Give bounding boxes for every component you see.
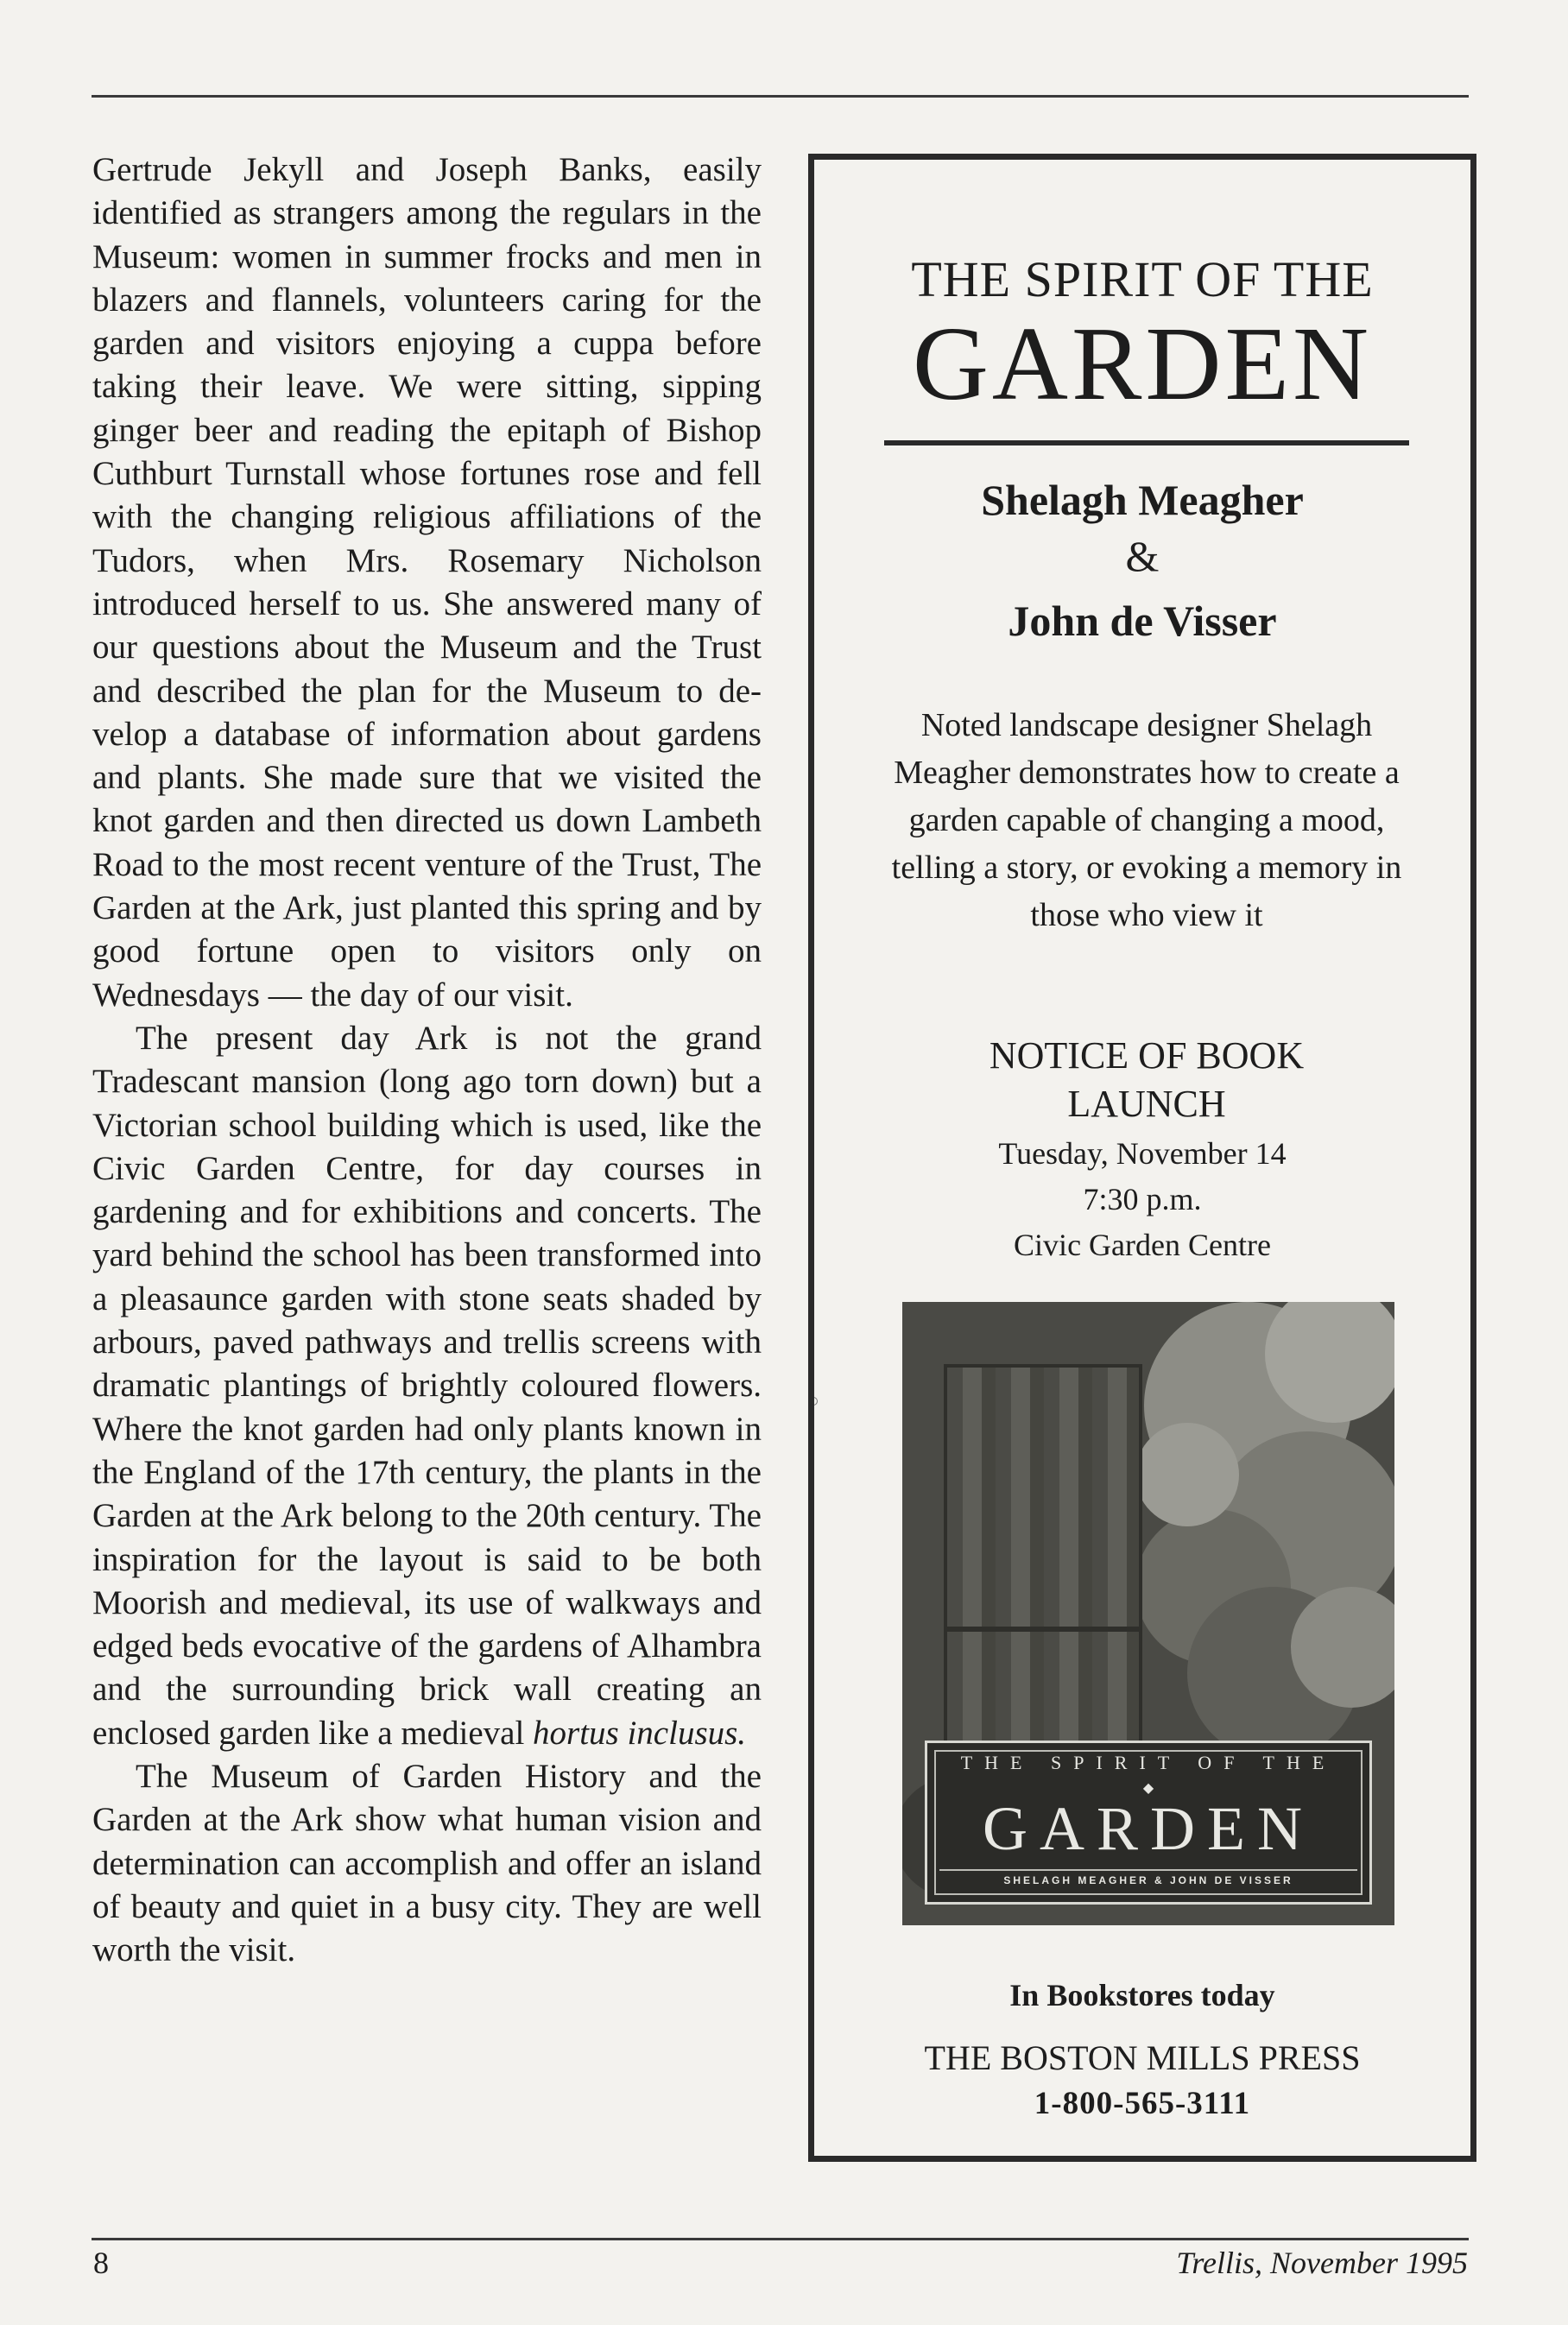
cover-title-plaque: [925, 1741, 1372, 1905]
ad-blurb: Noted landscape designer Shelagh Meagher demonstrates how to create a garden capable of changing a mood, telling a story, or evoking a memory in those who view it: [891, 707, 1402, 933]
ad-event-venue: Civic Garden Centre: [1014, 1228, 1271, 1262]
journal-footer: Trellis, November 1995: [1176, 2246, 1468, 2280]
cover-title-main: GARDEN: [983, 1794, 1314, 1863]
ad-event-date: Tuesday, November 14: [998, 1136, 1287, 1171]
ad-title-top: THE SPIRIT OF THE: [911, 251, 1374, 307]
cover-authors: SHELAGH MEAGHER & JOHN DE VISSER: [939, 1869, 1357, 1890]
ad-author-1: Shelagh Meagher: [981, 476, 1304, 524]
ad-author-2: John de Visser: [1008, 597, 1277, 645]
cover-ornament-icon: ◆: [1142, 1781, 1154, 1796]
ad-notice-heading: NOTICE OF BOOK LAUNCH: [989, 1034, 1305, 1125]
ad-availability: In Bookstores today: [1009, 1978, 1275, 2012]
top-rule: [92, 95, 1469, 98]
article-column: [92, 148, 762, 1972]
ad-ampersand: &: [1125, 532, 1160, 580]
ad-phone: 1-800-565-3111: [1034, 2086, 1251, 2121]
article-paragraph: [92, 1017, 762, 1755]
latin-phrase: hortus inclusus.: [533, 1714, 747, 1752]
book-advertisement: [808, 154, 1476, 2162]
article-paragraph: Gertrude Jekyll and Joseph Banks, easily identified as strangers among the regulars in the Museum: women in summer frocks and men in blazers and flannels, volunteers caring for the garden and visitors enjoying a cuppa before taking their leave. We were sitting, sipping ginger beer and reading the epitaph of Bishop Cuthburt Turnstall whose fortunes rose and fell with the changing religious affiliations of the Tudors, when Mrs. Rosemary Nicholson introduced herself to us. She answered many of our questions about the Museum and the Trust and described the plan for the Museum to develop a database of information about gardens and plants. She made sure that we visited the knot garden and then directed us down Lambeth Road to the most recent venture of the Trust, The Garden at the Ark, just planted this spring and by good fortune open to visitors only on Wednesdays — the day of our visit.: [92, 151, 762, 1014]
book-cover-image: [902, 1302, 1394, 1925]
bottom-rule: [92, 2238, 1469, 2240]
cover-title-top: THE SPIRIT OF THE: [960, 1752, 1337, 1773]
ad-event-time: 7:30 p.m.: [1083, 1182, 1202, 1216]
article-paragraph: The Museum of Garden History and the Garden at the Ark show what human vision and determination can accomplish and offer an island of beauty and quiet in a busy city. They are well worth the visit.: [92, 1757, 762, 1969]
ad-title-main: GARDEN: [912, 306, 1373, 422]
ad-divider: [884, 440, 1409, 445]
article-paragraph-text: The present day Ark is not the grand Tradescant mansion (long ago torn down) but a Victorian school building which is used, like the Civic Garden Centre, for day courses in gardening and for exhibitions and concerts. The yard behind the school has been transformed into a pleasaunce garden with stone seats shaded by arbours, paved pathways and trellis screens with dramatic plantings of brightly coloured flowers. Where the knot garden had only plants known in the England of the 17th century, the plants in the Garden at the Ark belong to the 20th century. The inspiration for the layout is said to be both Moorish and medieval, its use of walkways and edged beds evocative of the gardens of Alhambra and the surrounding brick wall creating an enclosed garden like a medieval: [92, 1019, 762, 1752]
page-number: 8: [93, 2246, 109, 2280]
ad-publisher: THE BOSTON MILLS PRESS: [924, 2038, 1361, 2077]
